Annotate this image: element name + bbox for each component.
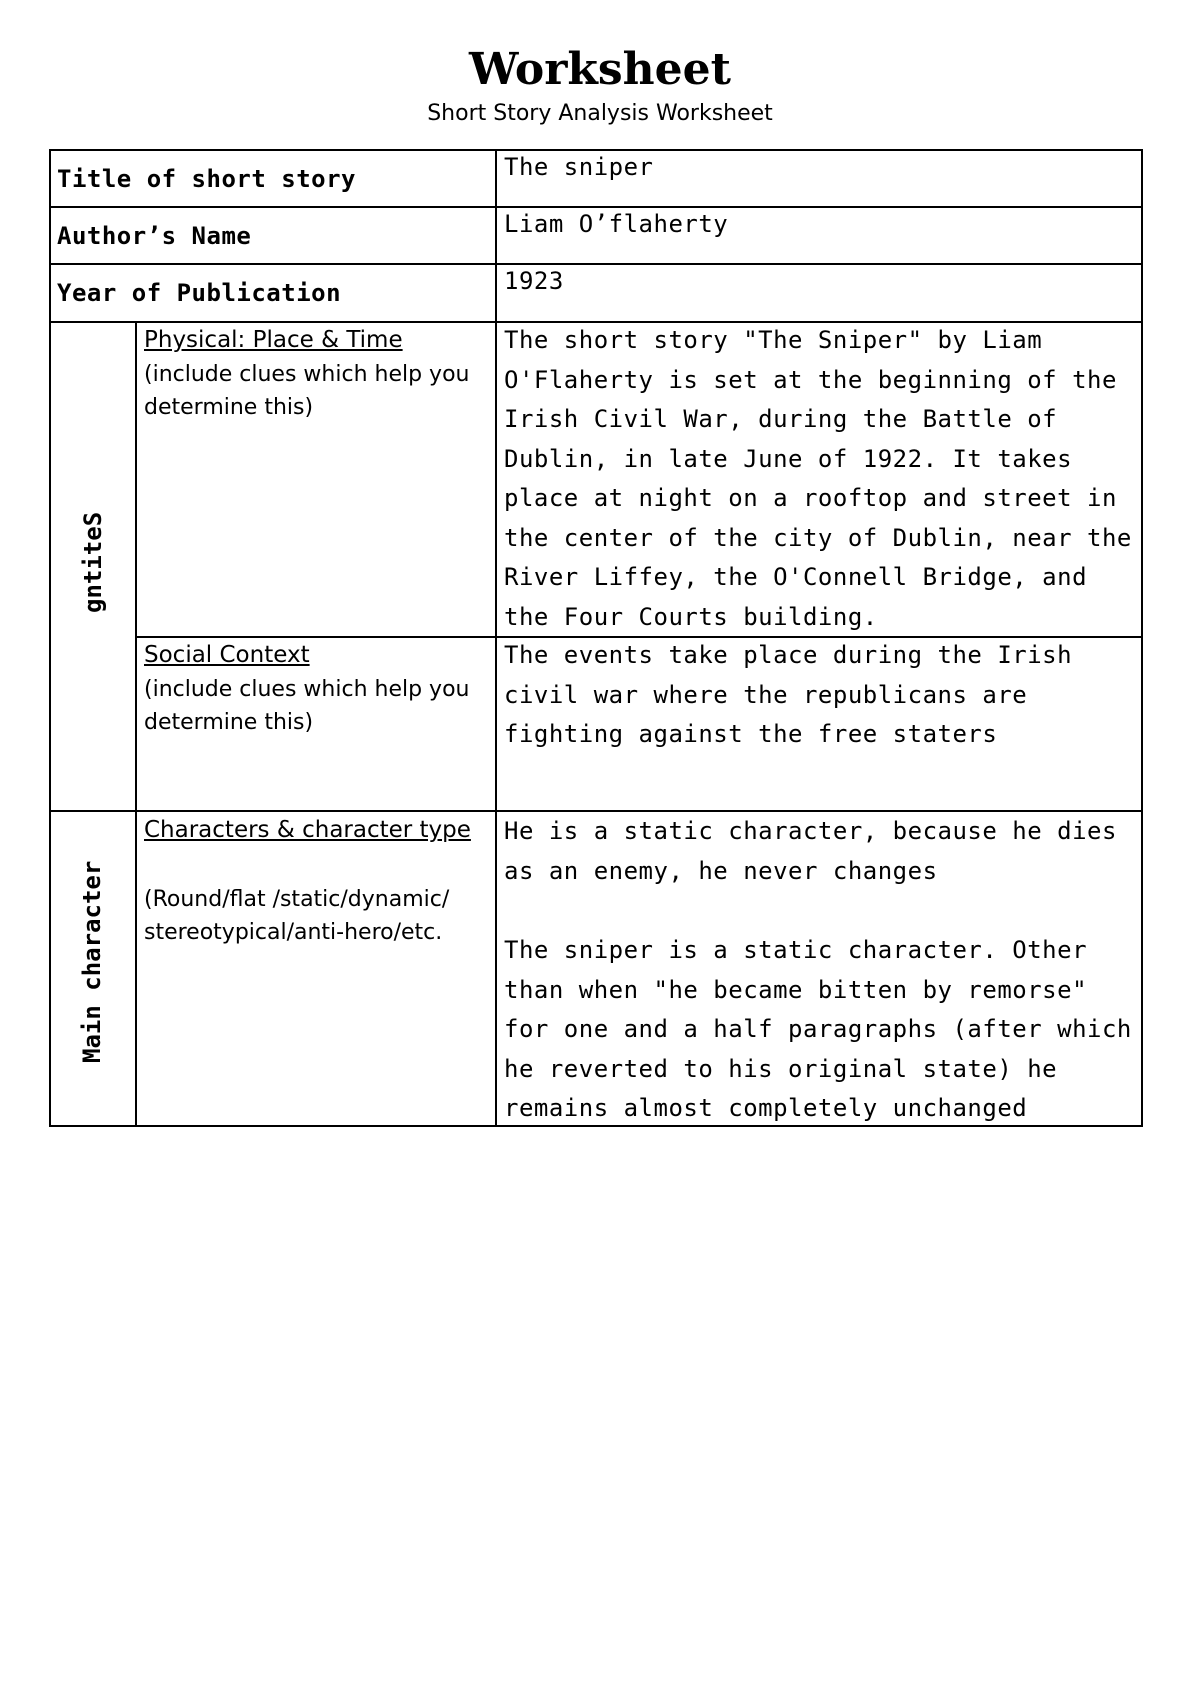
physical-value: The short story "The Sniper" by Liam O'Flaherty is set at the beginning of the Irish Civil War, during the Battle of Dublin, in late June of 1922. It takes place at night on a rooftop and street in the center of the city of Dublin, near the River Liffey, the O'Connell Bridge, and the Four Courts building. xyxy=(504,326,1132,631)
analysis-table xyxy=(49,149,1143,1127)
social-value: The events take place during the Irish civil war where the republicans are fighting against the free staters xyxy=(504,641,1073,748)
title-label: Title of short story xyxy=(57,165,356,193)
table-border-left xyxy=(49,149,51,1127)
year-label: Year of Publication xyxy=(57,279,342,307)
social-note: (include clues which help you determine this) xyxy=(144,677,470,735)
characters-value-1: He is a static character, because he dies as an enemy, he never changes xyxy=(504,817,1117,885)
setting-group-label: gntiteS xyxy=(79,511,107,613)
characters-note: (Round/flat /static/dynamic/ stereotypical/anti-hero/etc. xyxy=(144,887,450,945)
characters-heading: Characters & character type xyxy=(144,817,471,843)
worksheet-title: Worksheet xyxy=(469,44,731,95)
table-border-right xyxy=(1141,149,1143,1127)
physical-heading: Physical: Place & Time xyxy=(144,327,403,353)
social-heading: Social Context xyxy=(144,642,310,668)
row-divider xyxy=(49,263,1143,265)
column-divider xyxy=(495,149,497,1127)
worksheet-subtitle: Short Story Analysis Worksheet xyxy=(427,101,773,126)
characters-value-spacer xyxy=(504,891,1134,931)
title-value: The sniper xyxy=(504,153,654,181)
column-divider xyxy=(135,321,137,1127)
author-value: Liam O’flaherty xyxy=(504,210,729,238)
characters-value-2: The sniper is a static character. Other than when "he became bitten by remorse" for one and a half paragraphs (after which he reverted to his original state) he remains almost completely unchanged xyxy=(504,936,1132,1122)
year-value: 1923 xyxy=(504,267,564,295)
characters-value xyxy=(504,812,1134,1129)
author-label: Author’s Name xyxy=(57,222,252,250)
physical-note: (include clues which help you determine this) xyxy=(144,362,470,420)
character-group-label: Main character xyxy=(78,860,106,1063)
